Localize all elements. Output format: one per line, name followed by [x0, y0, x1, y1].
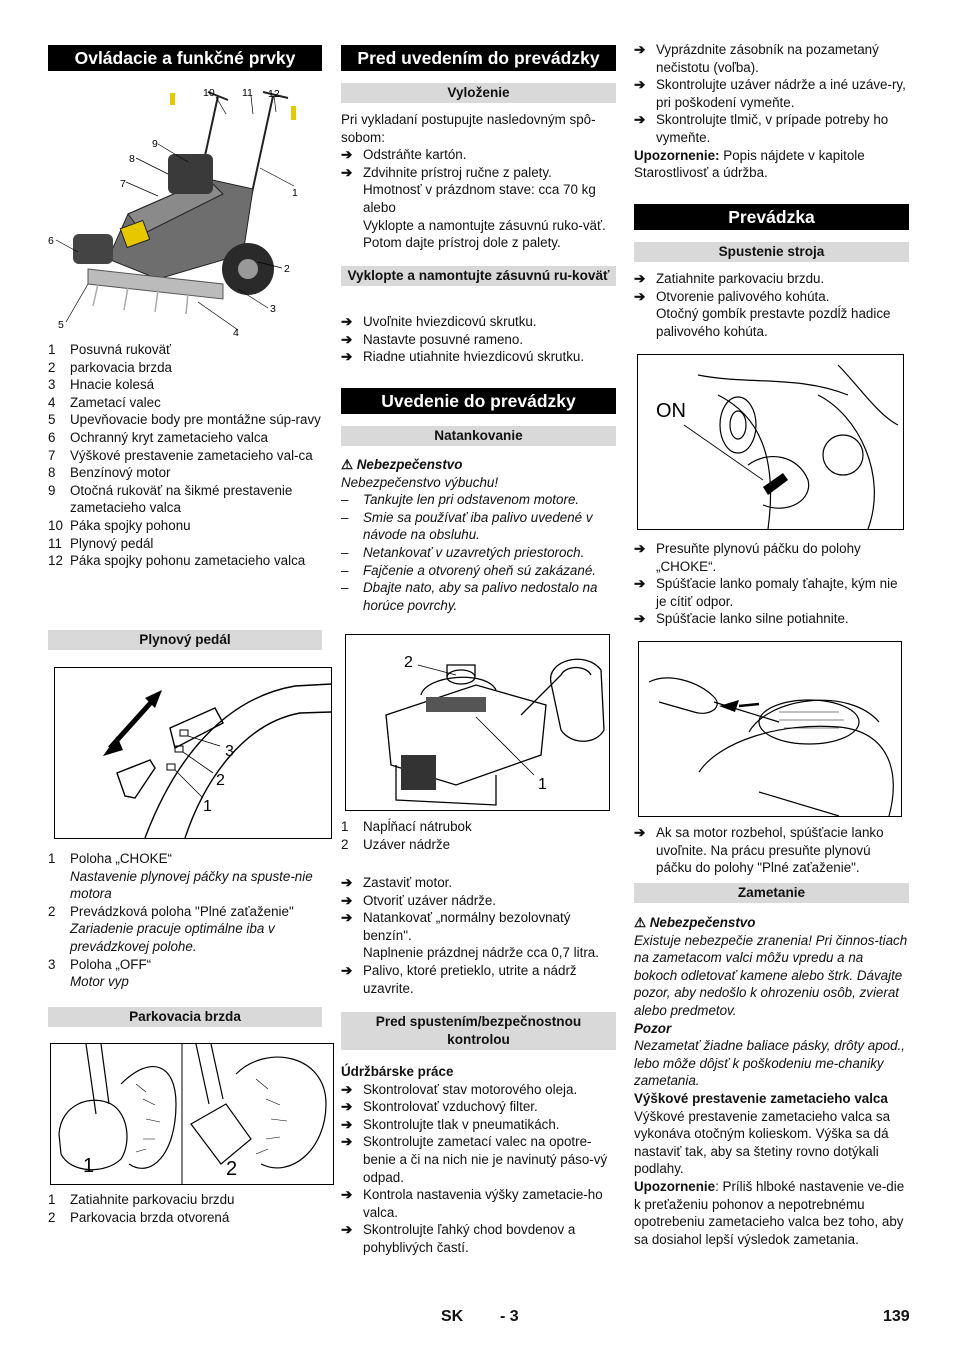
fuel-tap-note: Otočný gombík prestavte pozdĺž hadice palivového kohúta. — [656, 306, 891, 339]
fig-label-2: 2 — [284, 263, 290, 275]
fig-label-11: 11 — [242, 87, 253, 99]
unloading-block — [341, 111, 616, 252]
list-item: ➔ Spúšťacie lanko pomaly ťahajte, kým nie je cítiť odpor. — [634, 576, 898, 609]
subsection-start-machine: Spustenie stroja — [634, 242, 909, 262]
list-item: 11 Plynový pedál — [48, 535, 154, 551]
list-item: 7 Výškové prestavenie zametacieho val-ca — [48, 447, 313, 463]
warning-icon: ⚠ — [341, 457, 354, 472]
list-item: 1 Poloha „CHOKE“ Nastavenie plynovej páčky na spuste-nie motora — [48, 851, 313, 902]
list-item: ➔ Skontrolujte tlak v pneumatikách. — [341, 1116, 560, 1132]
list-item: ➔ Spúšťacie lanko silne potiahnite. — [634, 611, 849, 627]
subsection-handle: Vyklopte a namontujte zásuvnú ru-koväť — [341, 266, 616, 286]
section-title-controls: Ovládacie a funkčné prvky — [48, 45, 322, 71]
subsection-safety-check: Pred spustením/bezpečnostnou kontrolou — [341, 1012, 616, 1050]
list-item: ➔ Odstráňte kartón. — [341, 147, 467, 163]
fig-label-1: 1 — [292, 187, 298, 199]
list-item: 1 Zatiahnite parkovaciu brzdu — [48, 1192, 235, 1207]
list-item: ➔ Zastaviť motor. — [341, 875, 453, 890]
list-item: ➔ Skontrolovať vzduchový filter. — [341, 1099, 538, 1115]
list-item: ➔ Otvorenie palivového kohúta. — [634, 288, 830, 304]
list-item: 8 Benzínový motor — [48, 465, 171, 481]
sweeping-block — [634, 914, 909, 1248]
list-item: ➔ Uvoľnite hviezdicovú skrutku. — [341, 314, 537, 329]
fig-label-1: 1 — [203, 798, 212, 815]
list-item: ➔ Skontrolujte zametací valec na opotre-benie a či na nich nie je navinutý páso-vý odpad. — [341, 1134, 608, 1185]
list-item: ➔ Vyprázdnite zásobník na pozametaný nečistotu (voľba). — [634, 42, 879, 75]
list-item: ➔ Nastavte posuvné rameno. — [341, 331, 524, 347]
brake-figure — [50, 1043, 334, 1185]
list-item: ➔ Skontrolujte tlmič, v prípade potreby ho vymeňte. — [634, 112, 889, 145]
refuel-figure — [345, 634, 610, 811]
start-steps-2 — [634, 540, 909, 628]
safety-steps-continued — [634, 41, 909, 182]
list-item: – Fajčenie a otvorený oheň sú zakázané. — [341, 562, 596, 578]
list-item: 1 Napĺňací nátrubok — [341, 819, 472, 834]
fig-label-10: 10 — [203, 87, 215, 99]
subsection-throttle: Plynový pedál — [48, 630, 322, 650]
refuel-warning — [341, 456, 616, 614]
height-note: Upozornenie: Príliš hlboké nastavenie ve-die k preťaženiu pohonov a nepotrebnému opotrebeniu zametacieho valca bez toho, aby sa dosiahol lepší výsledok zametania. — [634, 1178, 905, 1247]
list-item: ➔ Ak sa motor rozbehol, spúšťacie lanko uvoľnite. Na prácu presuňte plynovú páčku do polohy "Plné zaťaženie". — [634, 825, 884, 876]
footer-language: SK — [441, 1308, 464, 1325]
subsection-refuel: Natankovanie — [341, 426, 616, 446]
caution-heading: Pozor — [634, 1020, 672, 1036]
list-item: ➔ Otvoriť uzáver nádrže. — [341, 892, 497, 908]
section-title-operation: Prevádzka — [634, 204, 909, 230]
maintenance-note: Upozornenie: Popis nájdete v kapitole Starostlivosť a údržba. — [634, 147, 865, 181]
fig-label-4: 4 — [233, 327, 239, 339]
fig-label-2: 2 — [216, 772, 225, 789]
list-item: ➔ Presuňte plynovú páčku do polohy „CHOKE“. — [634, 541, 861, 574]
list-item: ➔ Zatiahnite parkovaciu brzdu. — [634, 271, 825, 286]
list-item: 3 Poloha „OFF“ Motor vyp — [48, 956, 152, 990]
list-item: – Dbajte nato, aby sa palivo nedostalo na horúce povrchy. — [341, 580, 598, 613]
fig-label-6: 6 — [48, 235, 54, 247]
warning-heading: ⚠ Nebezpečenstvo — [341, 457, 463, 472]
fig-label-3: 3 — [270, 303, 276, 315]
fig-label-3: 3 — [225, 743, 234, 760]
caution-text: Nezametať žiadne baliace pásky, drôty apod., lebo môže dôjsť k poškodeniu me-chaniky zametania. — [634, 1038, 905, 1089]
fig-label-2: 2 — [404, 654, 413, 671]
fig-label-12: 12 — [268, 88, 280, 100]
safety-steps — [341, 1063, 616, 1257]
brake-list — [48, 1191, 322, 1226]
fig-label-9: 9 — [152, 138, 158, 150]
subsection-sweeping: Zametanie — [634, 883, 909, 903]
warning-text: Existuje nebezpečie zranenia! Pri činnos-tiach na zametacom valci môžu vpredu a na bokoch odletovať kamene alebo štrk. Dávajte pozor, aby nedošlo k ohrozeniu osôb, zvierat alebo predmetov. — [634, 932, 908, 1018]
fig-label-8: 8 — [129, 153, 135, 165]
refuel-steps — [341, 874, 616, 997]
list-item: 2 parkovacia brzda — [48, 359, 172, 375]
fig-label-1: 1 — [83, 1155, 95, 1177]
list-item: 3 Hnacie kolesá — [48, 377, 155, 393]
throttle-list — [48, 850, 322, 991]
list-item: 10 Páka spojky pohonu — [48, 517, 191, 533]
warning-text: Nebezpečenstvo výbuchu! — [341, 474, 499, 490]
list-item: ➔ Skontrolujte uzáver nádrže a iné uzáve-ry, pri poškodení vymeňte. — [634, 77, 906, 110]
list-item: ➔ Riadne utiahnite hviezdicovú skrutku. — [341, 349, 585, 365]
machine-figure — [48, 84, 322, 342]
list-item: 5 Upevňovacie body pre montážne súp-ravy — [48, 412, 321, 428]
start-steps-1 — [634, 270, 909, 340]
weight-note: Hmotnosť v prázdnom stave: cca 70 kg alebo — [363, 182, 596, 215]
section-title-startup: Uvedenie do prevádzky — [341, 388, 616, 414]
fig-label-7: 7 — [120, 178, 126, 190]
subsection-unloading: Vyloženie — [341, 83, 616, 103]
list-item: ➔ Palivo, ktoré pretieklo, utrite a nádrž uzavrite. — [341, 962, 577, 996]
throttle-figure — [54, 667, 332, 839]
list-item: ➔ Kontrola nastavenia výšky zametacie-ho valca. — [341, 1187, 603, 1220]
list-item: 2 Parkovacia brzda otvorená — [48, 1209, 230, 1225]
list-item: 4 Zametací valec — [48, 394, 161, 410]
list-item: ➔ Zdvihnite prístroj ručne z palety. — [341, 164, 552, 180]
list-item: 6 Ochranný kryt zametacieho valca — [48, 429, 268, 445]
height-text: Výškové prestavenie zametacieho valca sa vykonáva otočným kolieskom. Výška sa dá nastaviť tak, aby sa štetiny rovno dotýkali podlahy. — [634, 1108, 891, 1177]
height-heading: Výškové prestavenie zametacieho valca — [634, 1090, 888, 1106]
warning-icon: ⚠ — [634, 915, 647, 930]
fig-label-2: 2 — [226, 1158, 238, 1180]
fig-label-1: 1 — [538, 776, 547, 793]
list-item: ➔ Natankovať „normálny bezolovnatý benzín". — [341, 910, 571, 943]
list-item: 9 Otočná rukoväť na šikmé prestavenie zametacieho valca — [48, 482, 293, 516]
fig-label-on: ON — [656, 400, 686, 422]
list-item: ➔ Skontrolovať stav motorového oleja. — [341, 1081, 578, 1097]
warning-heading: ⚠ Nebezpečenstvo — [634, 915, 756, 930]
list-item: 1 Posuvná rukoväť — [48, 342, 172, 357]
handle-note: Vyklopte a namontujte zásuvnú ruko-väť. Potom dajte prístroj dole z palety. — [363, 217, 606, 251]
list-item: – Smie sa používať iba palivo uvedené v návode na obsluhu. — [341, 509, 593, 543]
maintenance-heading: Údržbárske práce — [341, 1064, 454, 1079]
list-item: – Netankovať v uzavretých priestoroch. — [341, 544, 585, 560]
unloading-intro: Pri vykladaní postupujte nasledovným spô-sobom: — [341, 112, 596, 145]
list-item: 12 Páka spojky pohonu zametacieho valca — [48, 553, 306, 569]
subsection-parking-brake: Parkovacia brzda — [48, 1007, 322, 1027]
controls-list — [48, 341, 322, 570]
refuel-legend — [341, 818, 616, 853]
list-item: ➔ Skontrolujte ľahký chod bovdenov a pohyblivých častí. — [341, 1222, 576, 1255]
fill-note: Naplnenie prázdnej nádrže cca 0,7 litra. — [363, 945, 599, 961]
footer-section-page: - 3 — [500, 1308, 519, 1325]
fuel-tap-figure — [637, 354, 904, 530]
handle-steps — [341, 313, 616, 366]
start-steps-3 — [634, 824, 909, 877]
fig-label-5: 5 — [58, 319, 64, 331]
list-item: 2 Prevádzková poloha "Plné zaťaženie" Zariadenie pracuje optimálne iba v prevádzkovej polohe. — [48, 903, 294, 954]
pull-cord-figure — [638, 641, 902, 817]
list-item: – Tankujte len pri odstavenom motore. — [341, 492, 580, 508]
section-title-before-startup: Pred uvedením do prevádzky — [341, 45, 616, 71]
footer-page-number: 139 — [883, 1308, 910, 1325]
list-item: 2 Uzáver nádrže — [341, 836, 451, 852]
